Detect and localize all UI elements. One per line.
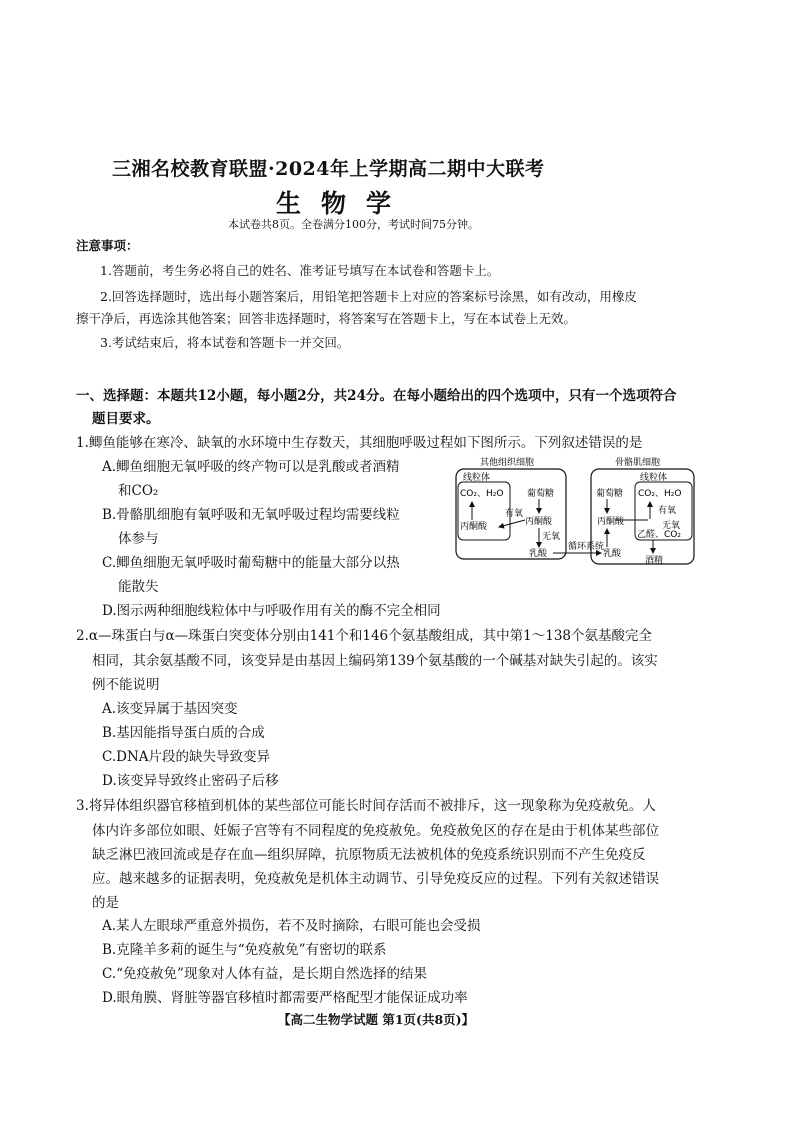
right-lactate: 乳酸	[603, 549, 622, 559]
q1-option-c: C.鲫鱼细胞无氧呼吸时葡萄糖中的能量大部分以热	[102, 555, 400, 571]
q2-option-b: B.基因能指导蛋白质的合成	[102, 725, 265, 741]
notice-item-1: 1.答题前，考生务必将自己的姓名、准考证号填写在本试卷和答题卡上。	[100, 263, 500, 278]
right-glucose: 葡萄糖	[596, 489, 624, 499]
q2-stem-cont-1: 相同，其余氨基酸不同，该变异是由基因上编码第139个氨基酸的一个碱基对缺失引起的。该实	[92, 653, 658, 669]
circulation-label: 循环系统	[568, 542, 605, 552]
notice-heading: 注意事项：	[76, 238, 139, 253]
q1-option-c-cont: 能散失	[118, 579, 159, 595]
q3-stem-cont-4: 的是	[92, 895, 119, 911]
right-anaerobic: 无氧	[662, 521, 681, 531]
q2-option-c: C.DNA片段的缺失导致变异	[102, 749, 271, 765]
q3-option-c: C.“免疫赦免”现象对人体有益，是长期自然选择的结果	[102, 966, 427, 982]
notice-item-3: 3.考试结束后，将本试卷和答题卡一并交回。	[100, 335, 350, 350]
right-pyruvate: 丙酮酸	[597, 517, 625, 527]
q2-stem: 2.α—珠蛋白与α—珠蛋白突变体分别由141个和146个氨基酸组成，其中第1～138个氨基酸完全	[76, 628, 653, 644]
q3-stem: 3.将异体组织器官移植到机体的某些部位可能长时间存活而不被排斥，这一现象称为免疫赦免。人	[76, 798, 656, 814]
q2-option-d: D.该变异导致终止密码子后移	[102, 773, 279, 789]
exam-info: 本试卷共8页。全卷满分100分，考试时间75分钟。	[228, 218, 479, 231]
left-pyruvate: 丙酮酸	[525, 517, 553, 527]
q1-option-d: D.图示两种细胞线粒体中与呼吸作用有关的酶不完全相同	[102, 603, 441, 619]
left-co2-h2o: CO₂、H₂O	[460, 489, 504, 499]
q3-option-a: A.某人左眼球严重意外损伤，若不及时摘除，右眼可能也会受损	[102, 918, 481, 934]
q3-stem-cont-1: 体内许多部位如眼、妊娠子宫等有不同程度的免疫赦免。免疫赦免区的存在是由于机体某些部位	[92, 823, 659, 839]
page-footer: 【高二生物学试题 第1页(共8页)】	[278, 1012, 475, 1027]
respiration-diagram	[455, 457, 695, 575]
q3-stem-cont-3: 应。越来越多的证据表明，免疫赦免是机体主动调节、引导免疫反应的过程。下列有关叙述错误	[92, 871, 659, 887]
exam-title: 三湘名校教育联盟·2024年上学期高二期中大联考	[112, 158, 545, 180]
q1-option-b-cont: 体参与	[118, 531, 159, 547]
q3-option-b: B.克隆羊多莉的诞生与“免疫赦免”有密切的联系	[102, 942, 387, 958]
right-oxygen: 有氧	[658, 506, 677, 516]
q3-stem-cont-2: 缺乏淋巴液回流或是存在血—组织屏障，抗原物质无法被机体的免疫系统识别而不产生免疫反	[92, 847, 646, 863]
q2-option-a: A.该变异属于基因突变	[102, 701, 238, 717]
left-oxygen: 有氧	[505, 509, 524, 519]
left-glucose: 葡萄糖	[527, 489, 555, 499]
q1-option-b: B.骨骼肌细胞有氧呼吸和无氧呼吸过程均需要线粒	[102, 507, 400, 523]
right-cell-title: 骨骼肌细胞	[615, 458, 661, 468]
q2-stem-cont-2: 例不能说明	[92, 677, 160, 693]
left-cell-title: 其他组织细胞	[480, 458, 535, 468]
left-pyruvate-mito: 丙酮酸	[460, 522, 488, 532]
section-heading: 一、选择题：本题共12小题，每小题2分，共24分。在每小题给出的四个选项中，只有一个选项符合	[76, 388, 677, 404]
right-alcohol: 酒精	[645, 556, 664, 566]
notice-item-2: 2.回答选择题时，选出每小题答案后，用铅笔把答题卡上对应的答案标号涂黑，如有改动，用橡皮	[100, 289, 637, 304]
right-mito-label: 线粒体	[640, 473, 668, 483]
left-lactate: 乳酸	[529, 549, 548, 559]
right-acetaldehyde: 乙醛、CO₂	[637, 530, 681, 540]
q1-option-a-cont: 和CO₂	[118, 483, 159, 499]
q1-stem: 1.鲫鱼能够在寒冷、缺氧的水环境中生存数天，其细胞呼吸过程如下图所示。下列叙述错误的是	[76, 435, 643, 451]
subject-title: 生物学	[276, 189, 412, 218]
section-heading-cont: 题目要求。	[92, 411, 160, 427]
q1-option-a: A.鲫鱼细胞无氧呼吸的终产物可以是乳酸或者酒精	[102, 459, 400, 475]
left-anaerobic: 无氧	[542, 532, 561, 542]
q3-option-d: D.眼角膜、肾脏等器官移植时都需要严格配型才能保证成功率	[102, 990, 468, 1006]
notice-item-2-cont: 擦干净后，再选涂其他答案；回答非选择题时，将答案写在答题卡上，写在本试卷上无效。	[76, 311, 577, 326]
right-co2-h2o: CO₂、H₂O	[638, 489, 682, 499]
left-mito-label: 线粒体	[463, 473, 491, 483]
